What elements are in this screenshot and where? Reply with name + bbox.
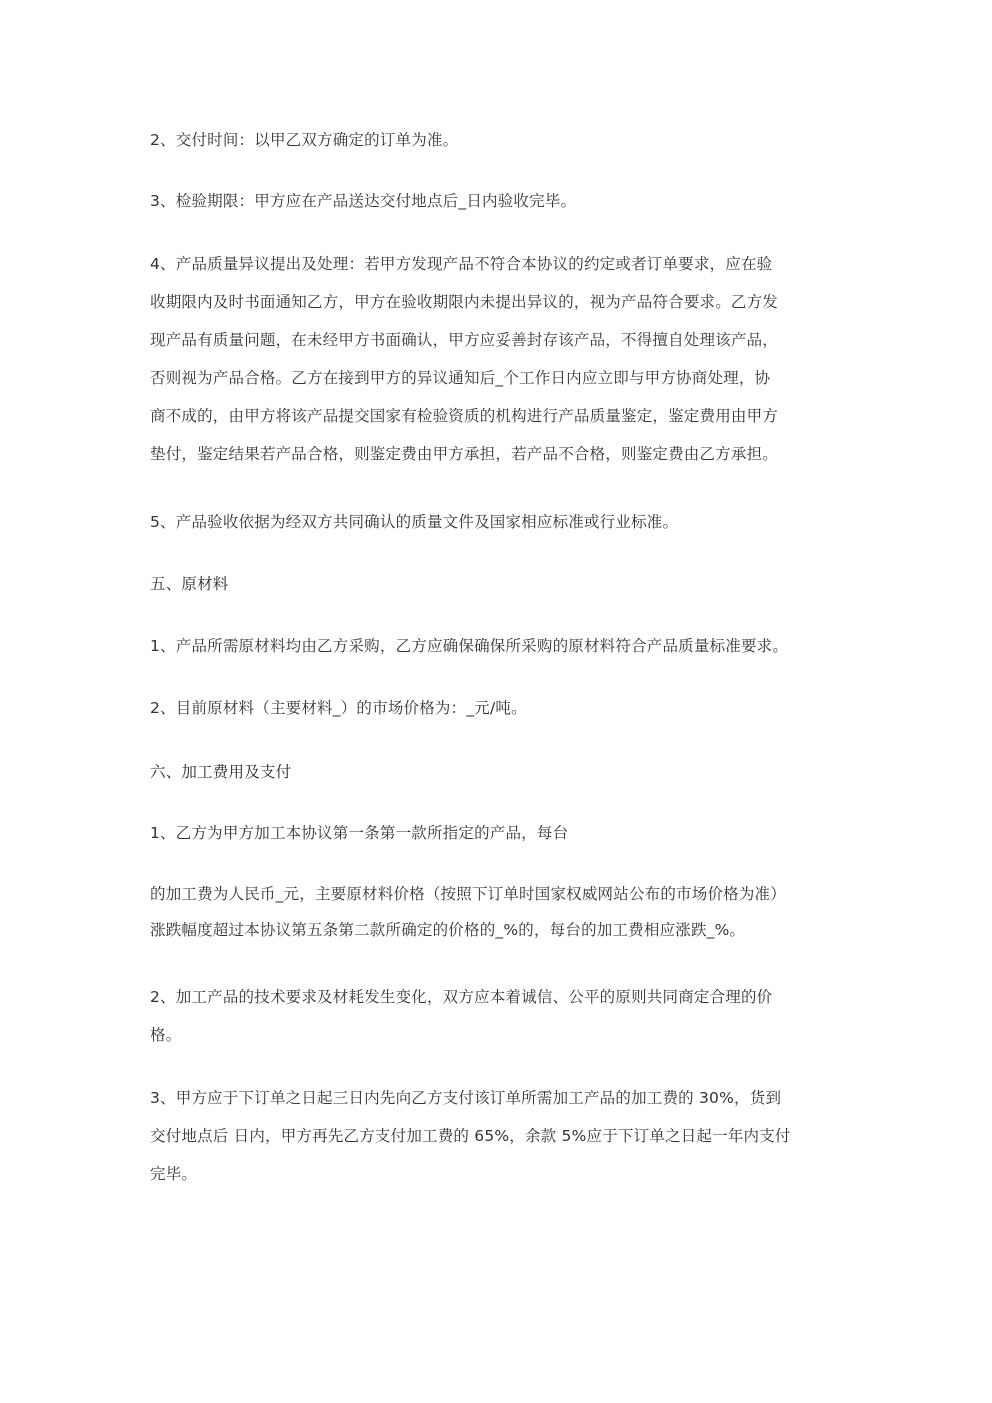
clause-quality-dispute: 4、产品质量异议提出及处理：若甲方发现产品不符合本协议的约定或者订单要求，应在验 收期限内及时书面通知乙方，甲方在验收期限内未提出异议的，视为产品符合要求。乙方发 现产品有质量问题，在未经甲方书面确认，甲方应妥善封存该产品，不得擅自处理该产品， 否则视为产品合格。乙方在接到甲方的异议通知后_个工作日内应立即与甲方协商处理，协 商不成的，由甲方将该产品提交国家有检验资质的机构进行产品质量鉴定，鉴定费用由甲方 垫付，鉴定结果若产品合格，则鉴定费由甲方承担，若产品不合格，则鉴定费由乙方承担。 — [150, 255, 779, 463]
clause-processing-fee-continued: 的加工费为人民币_元，主要原材料价格（按照下订单时国家权威网站公布的市场价格为准） 涨跌幅度超过本协议第五条第二款所确定的价格的_%的，每台的加工费相应涨跌_%。 — [150, 885, 786, 939]
clause-payment-terms: 3、甲方应于下订单之日起三日内先向乙方支付该订单所需加工产品的加工费的 30%，货到 交付地点后 日内，甲方再先乙方支付加工费的 65%，余款 5%应于下订单之日起一年内支付 完毕。 — [150, 1089, 791, 1183]
clause-material-price: 2、目前原材料（主要材料_）的市场价格为：_元/吨。 — [150, 699, 527, 717]
clause-processing-fee: 1、乙方为甲方加工本协议第一条第一款所指定的产品，每台 — [150, 824, 569, 842]
clause-delivery-time: 2、交付时间：以甲乙双方确定的订单为准。 — [150, 131, 459, 149]
section-heading-processing-fees: 六、加工费用及支付 — [150, 763, 292, 781]
clause-inspection-period: 3、检验期限：甲方应在产品送达交付地点后_日内验收完毕。 — [150, 192, 577, 210]
clause-material-procurement: 1、产品所需原材料均由乙方采购，乙方应确保确保所采购的原材料符合产品质量标准要求。 — [150, 637, 789, 655]
clause-acceptance-basis: 5、产品验收依据为经双方共同确认的质量文件及国家相应标准或行业标准。 — [150, 513, 679, 531]
section-heading-raw-materials: 五、原材料 — [150, 575, 229, 593]
clause-technical-changes: 2、加工产品的技术要求及材耗发生变化，双方应本着诚信、公平的原则共同商定合理的价 格。 — [150, 988, 773, 1044]
